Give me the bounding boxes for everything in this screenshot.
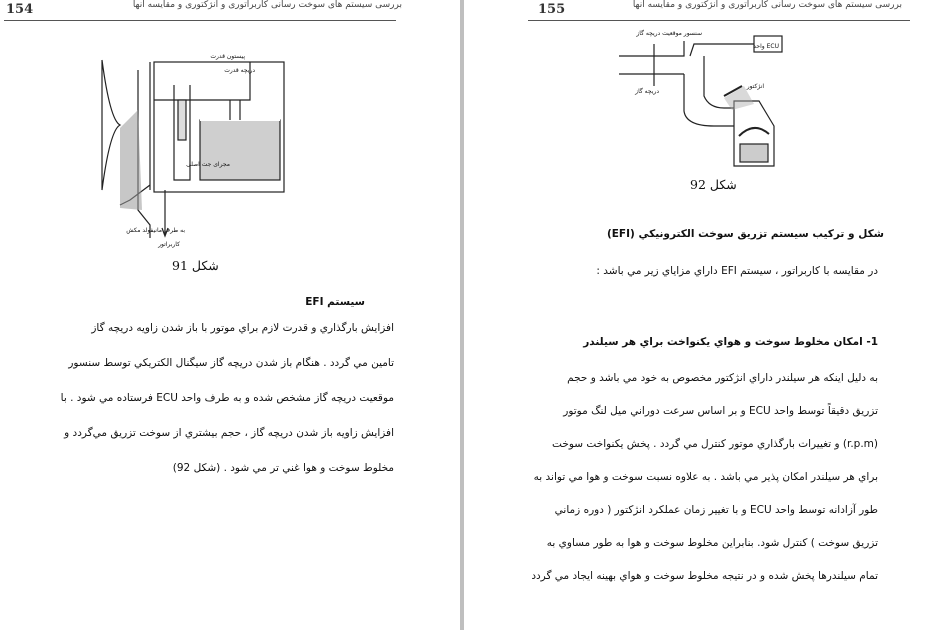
header-rule	[528, 20, 910, 21]
paragraph-line: براي هر سيلندر امكان پذير مي باشد . به علاوه نسبت سوخت و هوا مي تواند به	[533, 471, 878, 483]
fig92-label-4: دریچه گاز	[635, 88, 659, 95]
left-page	[0, 0, 460, 630]
header-rule	[4, 20, 396, 21]
paragraph-line: طور آزادانه توسط واحد ECU و با تغيير زمان عملكرد انژكتور ( دوره زماني	[554, 504, 878, 516]
section-title: سیستم EFI	[305, 296, 365, 308]
fig91-label-2: دریچه قدرت	[224, 67, 255, 74]
fig91-label-5: کاربراتور	[158, 241, 180, 248]
intro: در مقايسه با كاربراتور ، سيستم EFI داراي مزاياي زير مي باشد :	[596, 265, 878, 277]
page-number: 154	[6, 2, 34, 17]
fig91-label-3: مجرای جت اصلی	[186, 161, 230, 168]
running-header: بررسی سیستم های سوخت رسانی کاربراتوری و انژکتوری و مقایسه آنها	[632, 0, 902, 10]
figure-caption: شکل 91	[172, 258, 219, 273]
paragraph-line: موقعيت دريچه گاز مشخص شده و به طرف واحد ECU فرستاده مي شود . با	[60, 392, 394, 404]
paragraph-line: به دليل اينكه هر سيلندر داراي انژكتور مخصوص به خود مي باشد و حجم	[567, 372, 878, 384]
paragraph-line: تامین مي گردد . هنگام باز شدن دريچه گاز سيگنال الكتريكي توسط سنسور	[68, 357, 394, 369]
right-page	[464, 0, 944, 630]
paragraph-line: تزريق دقيقاً توسط واحد ECU و بر اساس سرعت دوراني ميل لنگ موتور	[563, 405, 878, 417]
carburetor-figure	[90, 40, 305, 255]
fig91-label-4: به طرف مانیفولد مکش	[126, 227, 185, 234]
running-header: بررسی سیستم های سوخت رسانی کاربراتوری و انژکتوری و مقایسه آنها	[132, 0, 402, 10]
paragraph-line: افزايش زاويه باز شدن دريچه گاز ، حجم بيشتري از سوخت تزريق مي‌گردد و	[64, 427, 394, 439]
efi-figure	[614, 26, 784, 174]
paragraph	[50, 322, 394, 497]
subsection-title: 1- امكان مخلوط سوخت و هواي يكنواخت براي هر سيلندر	[583, 336, 878, 348]
paragraph-line: افزایش بارگذاري و قدرت لازم براي موتور با باز شدن زاويه دريچه گاز	[91, 322, 394, 334]
paragraph-line: تمام سيلندرها پخش شده و در نتيجه مخلوط سوخت و هواي بهينه ايجاد مي گردد	[531, 570, 878, 582]
paragraph-line: مخلوط سوخت و هوا غني تر مي شود . (شکل 92)	[172, 462, 394, 474]
fig92-label-1: سنسور موقعیت دریچه گاز	[636, 30, 702, 37]
figure-caption: شکل 92	[690, 177, 737, 192]
page-number: 155	[538, 2, 566, 17]
fig92-label-3: انژکتور	[746, 83, 764, 90]
paragraph-line: (r.p.m) و تغييرات بارگذاري موتور كنترل مي گردد . پخش يكنواخت سوخت	[552, 438, 878, 450]
paragraph	[522, 372, 878, 603]
paragraph-line: تزريق سوخت ) كنترل شود. بنابراين مخلوط سوخت و هوا به طور مساوي به	[546, 537, 878, 549]
fig92-label-2: واحد ECU	[753, 43, 779, 50]
fig91-label-1: پیستون قدرت	[210, 53, 245, 60]
section-title: شكل و تركيب سيستم تزريق سوخت الكترونيكي (EFI)	[606, 228, 884, 240]
